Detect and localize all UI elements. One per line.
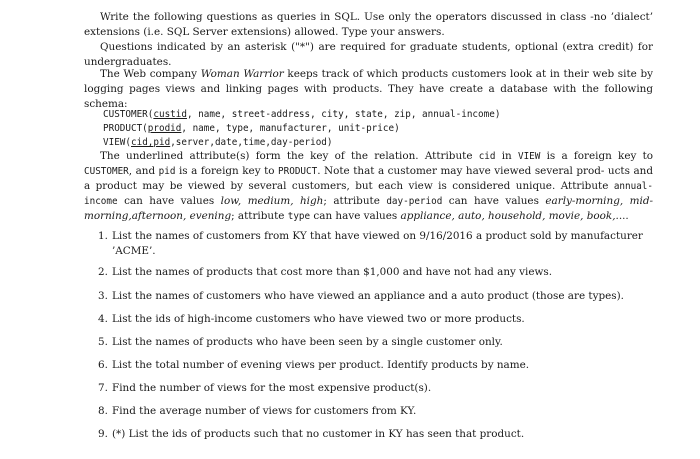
notes-text: ; attribute: [231, 210, 288, 223]
notes-italic: low, medium, high: [220, 195, 324, 208]
question-item: [98, 358, 654, 373]
schema-notes-paragraph: [84, 149, 653, 224]
schema-view-attrs: ,server,date,time,day-period): [170, 137, 333, 148]
notes-text: is a foreign key to: [540, 150, 654, 162]
question-text: List the names of customers who have viewed an appliance and a auto product (those are types).: [112, 290, 624, 302]
notes-code: VIEW: [517, 151, 541, 162]
question-text: List the names of products that cost more than $1,000 and have not had any views.: [112, 266, 553, 278]
question-item: [98, 265, 654, 280]
intro-paragraph-1: [84, 10, 653, 40]
question-item: [98, 335, 654, 350]
question-number: 1.: [98, 230, 108, 242]
notes-italic: appliance, auto, household, movie, book,: [400, 210, 616, 223]
intro-p2-line1: Questions indicated by an asterisk ("*") are required for graduate students, optional (extra credit) for: [100, 41, 653, 53]
question-number: 9.: [98, 428, 108, 440]
question-text: (*) List the ids of products such that no customer in KY has seen that product.: [112, 428, 525, 440]
question-text: Find the average number of views for customers from KY.: [112, 405, 417, 417]
notes-text: can have values: [310, 210, 401, 223]
question-number: 4.: [98, 313, 108, 325]
question-text: List the ids of high-income customers who have viewed two or more products.: [112, 313, 525, 325]
schema-product-name: PRODUCT(: [103, 123, 148, 134]
schema-view-key: cid,pid: [131, 137, 171, 148]
question-text: Find the number of views for the most expensive product(s).: [112, 382, 432, 394]
notes-italic: mid-morning,afternoon, evening: [84, 195, 653, 223]
notes-code: PRODUCT: [278, 166, 318, 178]
question-number: 6.: [98, 359, 108, 371]
notes-text: The underlined attribute(s) form the key of the relation. Attribute: [100, 150, 479, 162]
question-text: List the names of customers from KY that have viewed on 9/16/2016 a product sold by manufacturer: [112, 230, 643, 242]
schema-view: [103, 136, 333, 150]
intro-p3-text-b: keeps track of which products customers look at in their web site: [283, 68, 637, 80]
schema-product: [103, 122, 400, 136]
schema-customer-attrs: , name, street-address, city, state, zip, annual-income): [186, 109, 501, 120]
schema-customer-key: custid: [153, 109, 187, 120]
intro-p3-line2: by logging pages views and linking pages with products. They have create a database with the following: [84, 68, 653, 96]
notes-text: in: [495, 150, 518, 162]
question-text-continued: ’ACME’.: [112, 244, 156, 257]
intro-paragraph-3: [84, 67, 653, 112]
intro-p2-line2: undergraduates.: [84, 56, 172, 69]
question-number: 7.: [98, 382, 108, 394]
question-item: [98, 312, 654, 327]
schema-view-name: VIEW(: [103, 137, 131, 148]
schema-customer-name: CUSTOMER(: [103, 109, 154, 120]
question-item: [98, 404, 654, 419]
question-number: 2.: [98, 266, 108, 278]
question-number: 3.: [98, 290, 108, 302]
notes-text: . Note that a customer may have viewed several prod-: [317, 165, 605, 178]
intro-p3-text-a: The Web company: [100, 68, 201, 80]
question-item: [98, 289, 654, 304]
intro-paragraph-2: [84, 40, 653, 70]
notes-code: day-period: [386, 196, 443, 208]
intro-p1-line2: extensions (i.e. SQL Server extensions) allowed. Type your answers.: [84, 26, 445, 39]
notes-code: CUSTOMER: [84, 166, 129, 178]
notes-code: annual-income: [84, 181, 653, 208]
notes-text: , and: [128, 165, 159, 178]
notes-text: can have values: [117, 195, 221, 208]
question-text: List the names of products who have been seen by a single customer only.: [112, 336, 503, 348]
question-item: [98, 427, 654, 442]
company-name: Woman Warrior: [200, 68, 284, 80]
notes-text: can have values: [442, 195, 546, 208]
notes-text: is a foreign key to: [175, 165, 279, 178]
question-item: [98, 229, 654, 258]
question-number: 5.: [98, 336, 108, 348]
notes-italic: early-morning,: [545, 195, 624, 208]
notes-code: type: [287, 211, 311, 223]
intro-p1-line1: Write the following questions as queries in SQL. Use only the operators discussed in class -no ’dialect’: [100, 11, 653, 23]
schema-customer: [103, 108, 500, 122]
schema-product-key: prodid: [147, 123, 182, 134]
intro-p3-line3: schema:: [84, 98, 128, 111]
notes-text: ; attribute: [323, 195, 387, 208]
notes-text: ....: [615, 210, 629, 223]
notes-code: pid: [158, 166, 176, 178]
schema-product-attrs: , name, type, manufacturer, unit-price): [181, 123, 400, 134]
question-item: [98, 381, 654, 396]
notes-code: cid: [478, 151, 496, 162]
question-number: 8.: [98, 405, 108, 417]
question-text: List the total number of evening views per product. Identify products by name.: [112, 359, 530, 371]
notes-text: ucts and a product may be viewed by several customers, but each view is considered unique. Attribute: [84, 165, 653, 193]
